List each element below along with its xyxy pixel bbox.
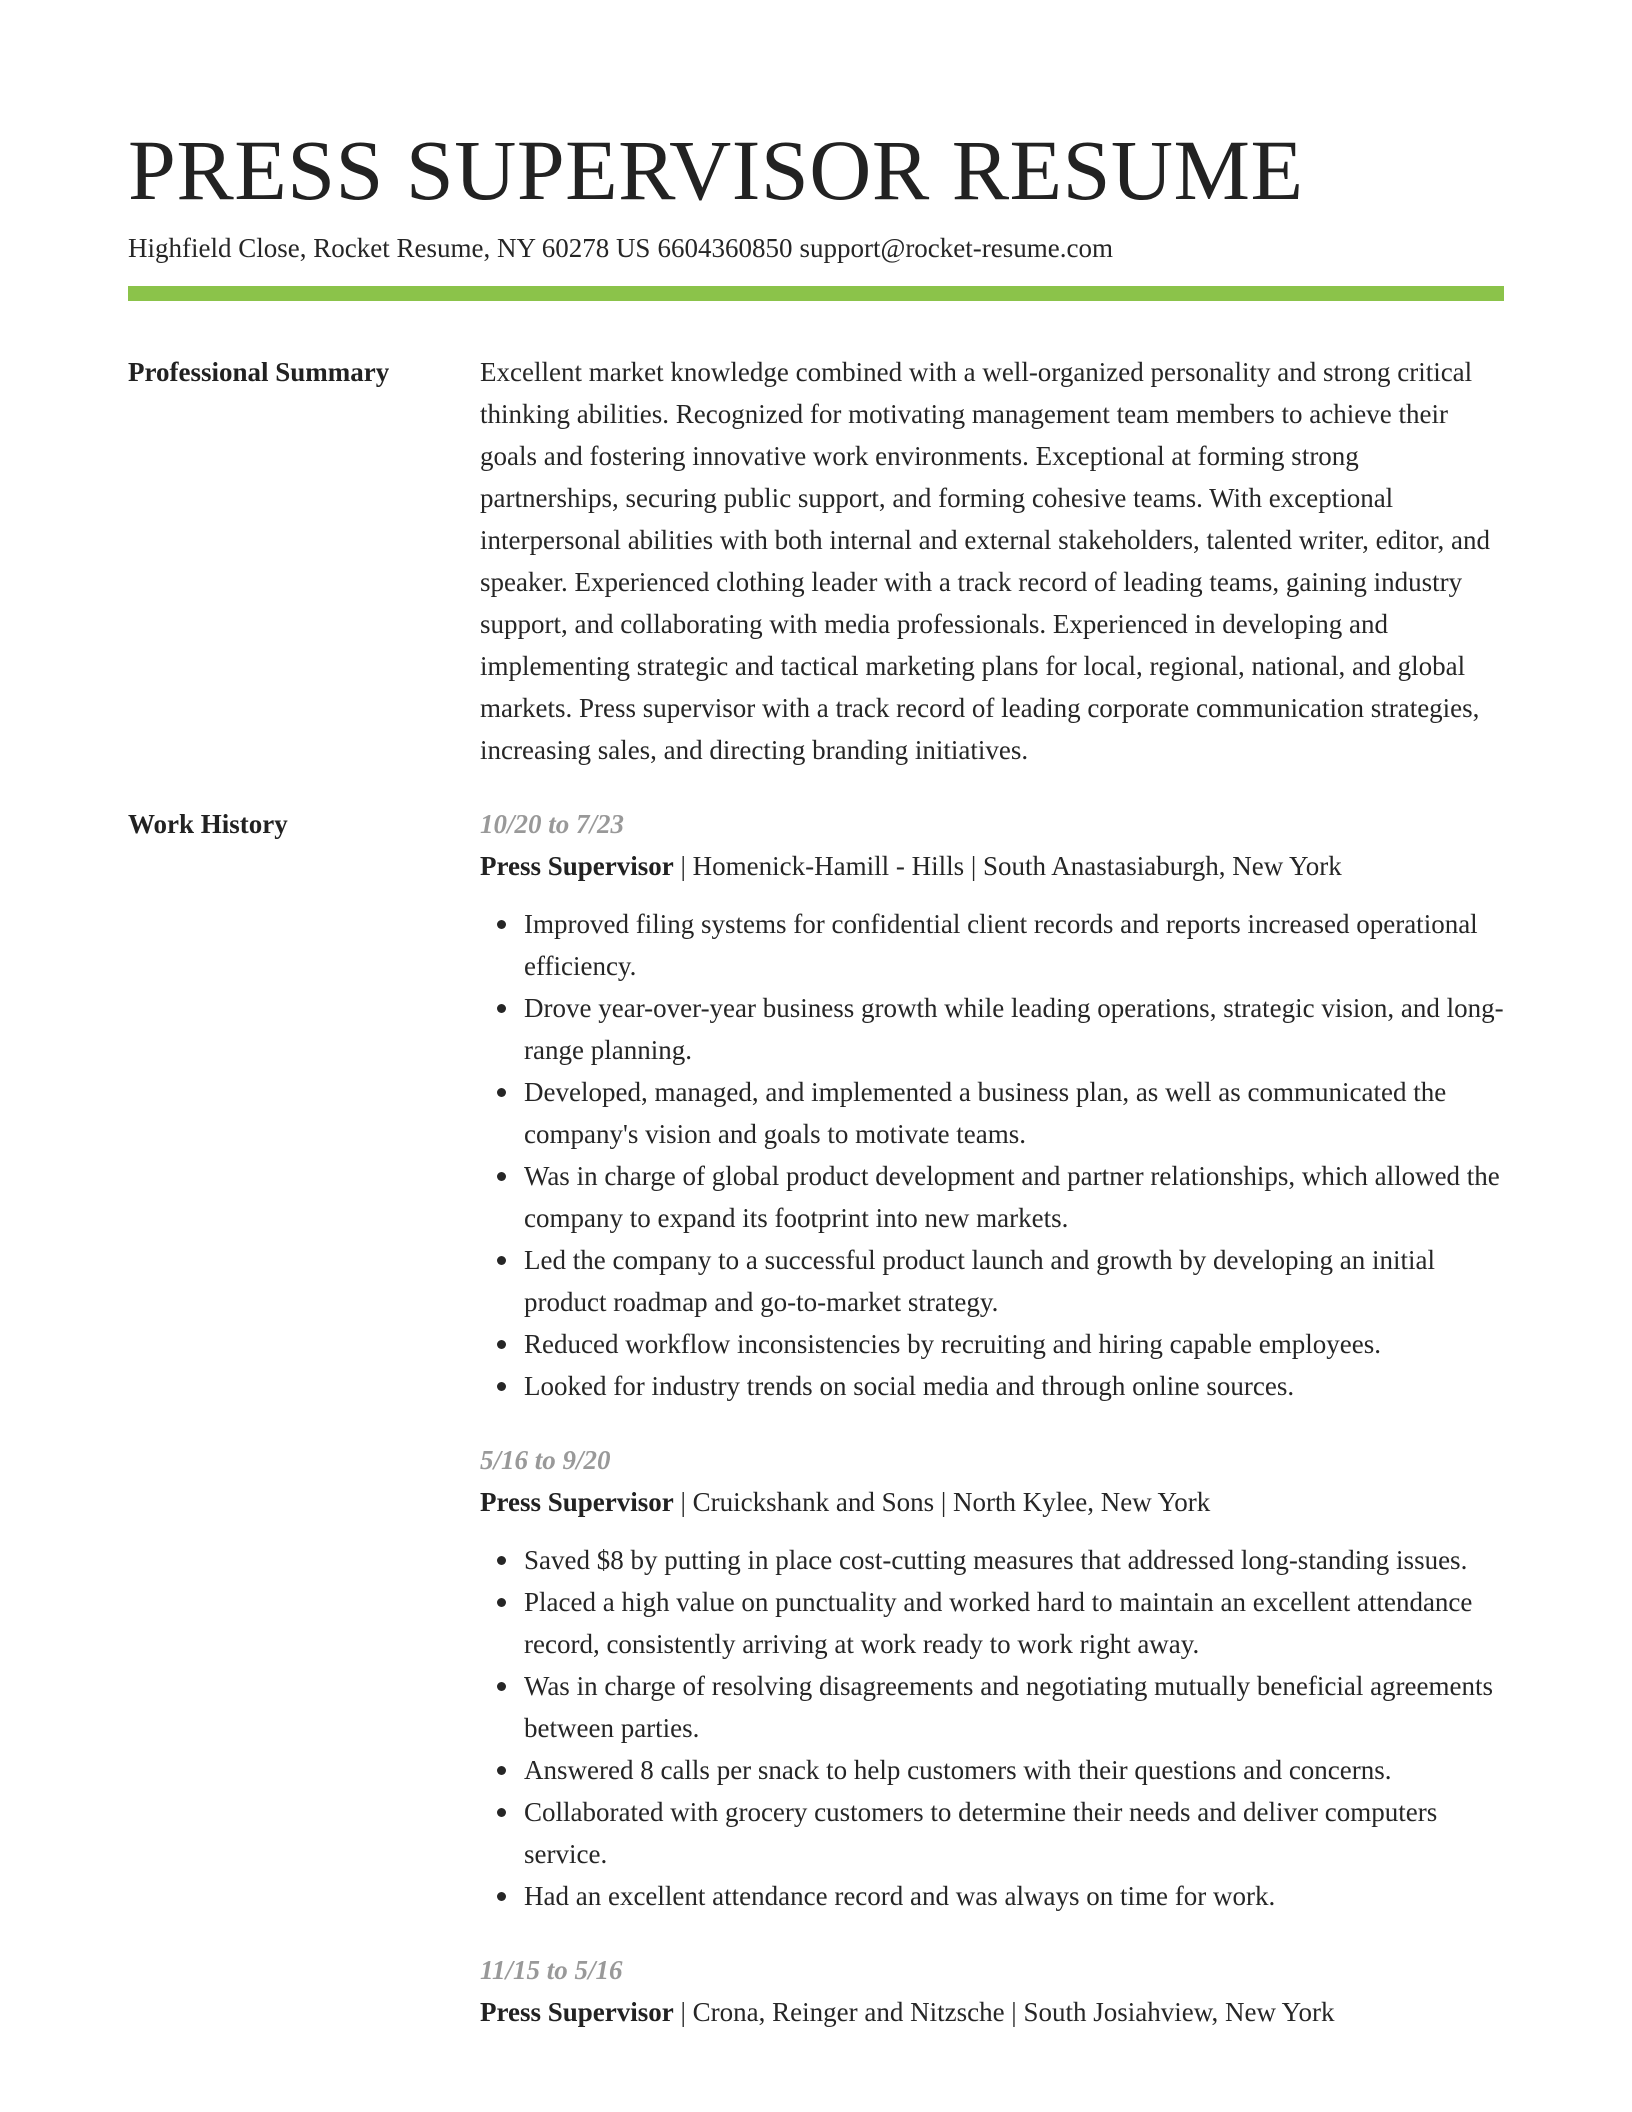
- contact-line: [128, 230, 1504, 266]
- job-dates: 11/15 to 5/16: [480, 1955, 623, 1985]
- summary-text: Excellent market knowledge combined with a well-organized personality and strong critical thinking abilities. Recognized for motivating management team members to achieve their goals and fostering innovative work environments. Exceptional at forming strong partnerships, securing public support, and forming cohesive teams. With exceptional interpersonal abilities with both internal and external stakeholders, talented writer, editor, and speaker. Experienced clothing leader with a track record of leading teams, gaining industry support, and collaborating with media professionals. Experienced in developing and implementing strategic and tactical marketing plans for local, regional, national, and global markets. Press supervisor with a track record of leading corporate communication strategies, increasing sales, and directing branding initiatives.: [480, 357, 1491, 765]
- job-bullet: Was in charge of global product development and partner relationships, which allowed the company to expand its footprint into new markets.: [524, 1155, 1504, 1239]
- job-bullet: Reduced workflow inconsistencies by recruiting and hiring capable employees.: [524, 1323, 1504, 1365]
- job-title: Press Supervisor: [480, 1487, 674, 1517]
- job-heading: [480, 845, 1504, 887]
- job-heading: [480, 1481, 1504, 1523]
- job-dates: 10/20 to 7/23: [480, 809, 625, 839]
- job-bullet: Drove year-over-year business growth while leading operations, strategic vision, and long-range planning.: [524, 987, 1504, 1071]
- summary-heading: Professional Summary: [128, 357, 390, 387]
- job-bullet: Placed a high value on punctuality and worked hard to maintain an excellent attendance record, consistently arriving at work ready to work right away.: [524, 1581, 1504, 1665]
- work-history-heading: Work History: [128, 809, 288, 839]
- resume-page: [128, 120, 1504, 2065]
- job-bullet: Improved filing systems for confidential client records and reports increased operational efficiency.: [524, 903, 1504, 987]
- job-details: | Crona, Reinger and Nitzsche | South Josiahview, New York: [673, 1997, 1335, 2027]
- job-entry: [480, 1949, 1504, 2033]
- job-bullets: [480, 1539, 1504, 1917]
- job-entry: [480, 1439, 1504, 1917]
- work-history-body: [480, 803, 1504, 2065]
- summary-section: [128, 351, 1504, 771]
- job-bullets: [480, 903, 1504, 1407]
- job-bullet: Looked for industry trends on social media and through online sources.: [524, 1365, 1504, 1407]
- contact-phone: 6604360850: [657, 233, 793, 263]
- job-title: Press Supervisor: [480, 1997, 674, 2027]
- job-bullet: Developed, managed, and implemented a business plan, as well as communicated the company's vision and goals to motivate teams.: [524, 1071, 1504, 1155]
- contact-email[interactable]: support@rocket-resume.com: [799, 233, 1113, 263]
- contact-address: Highfield Close, Rocket Resume, NY 60278 US: [128, 233, 651, 263]
- job-bullet: Saved $8 by putting in place cost-cutting measures that addressed long-standing issues.: [524, 1539, 1504, 1581]
- page-title: PRESS SUPERVISOR RESUME: [128, 122, 1304, 218]
- job-dates: 5/16 to 9/20: [480, 1445, 611, 1475]
- header-divider: [128, 286, 1504, 301]
- summary-body: [480, 351, 1504, 771]
- job-heading: [480, 1991, 1504, 2033]
- job-entry: [480, 803, 1504, 1407]
- job-bullet: Led the company to a successful product launch and growth by developing an initial product roadmap and go-to-market strategy.: [524, 1239, 1504, 1323]
- job-bullet: Was in charge of resolving disagreements and negotiating mutually beneficial agreements between parties.: [524, 1665, 1504, 1749]
- job-bullet: Answered 8 calls per snack to help customers with their questions and concerns.: [524, 1749, 1504, 1791]
- job-details: | Cruickshank and Sons | North Kylee, New York: [673, 1487, 1211, 1517]
- job-details: | Homenick-Hamill - Hills | South Anastasiaburgh, New York: [673, 851, 1342, 881]
- job-bullet: Had an excellent attendance record and was always on time for work.: [524, 1875, 1504, 1917]
- job-bullet: Collaborated with grocery customers to determine their needs and deliver computers service.: [524, 1791, 1504, 1875]
- job-title: Press Supervisor: [480, 851, 674, 881]
- work-history-section: [128, 803, 1504, 2065]
